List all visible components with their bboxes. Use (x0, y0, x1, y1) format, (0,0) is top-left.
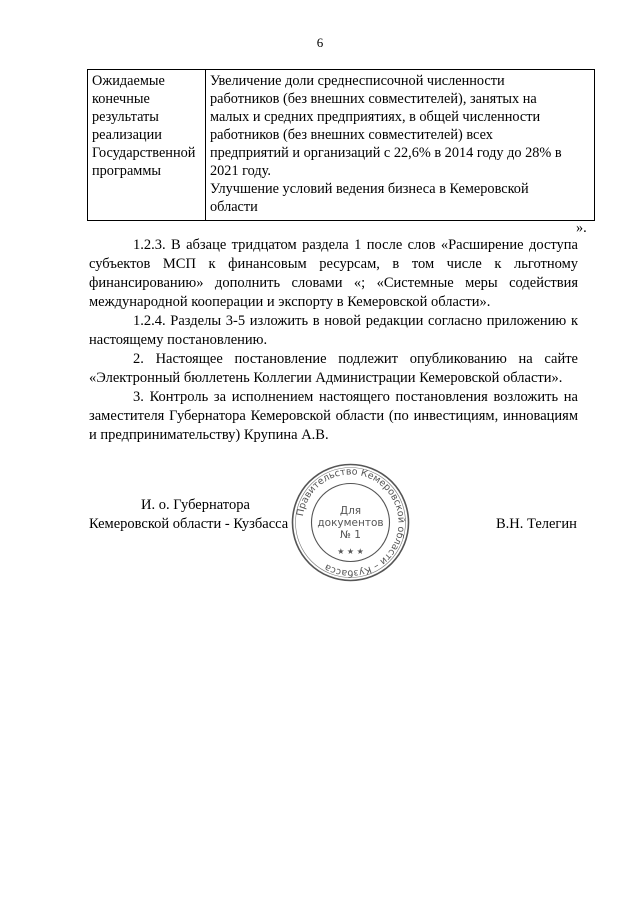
value-line: предприятий и организаций с 22,6% в 2014 году до 28% в (210, 145, 562, 161)
label-line: Государственной (92, 145, 196, 161)
table-row (88, 70, 595, 221)
signer-region: Кемеровской области - Кузбасса (89, 516, 289, 532)
signer-title: И. о. Губернатора (141, 497, 250, 513)
official-seal-icon (290, 462, 411, 583)
label-line: программы (92, 163, 162, 179)
label-line: результаты (92, 109, 159, 125)
table-label-cell (88, 70, 206, 221)
seal-outer-text: Правительство Кемеровской области – Кузбасса (294, 466, 407, 579)
svg-text:документов: документов (317, 517, 384, 529)
signer-name: В.Н. Телегин (496, 516, 577, 532)
expected-results-table (87, 69, 595, 221)
paragraph-3: 3. Контроль за исполнением настоящего постановления возложить на заместителя Губернатора Кемеровской области (по инвестициям, инновациям и предпринимательству) Крупина А.В. (89, 389, 578, 443)
value-line: Улучшение условий ведения бизнеса в Кемеровской (210, 181, 529, 197)
label-line: реализации (92, 127, 162, 143)
value-line: малых и средних предприятиях, в общей численности (210, 109, 541, 125)
table-value-cell (206, 70, 595, 221)
value-line: области (210, 199, 258, 215)
value-line: работников (без внешних совместителей), занятых на (210, 91, 537, 107)
value-line: работников (без внешних совместителей) всех (210, 127, 493, 143)
paragraph-1-2-3: 1.2.3. В абзаце тридцатом раздела 1 после слов «Расширение доступа субъектов МСП к финансовым ресурсам, в том числе к льготному финансированию» дополнить словами «; «Системные меры содействия международной кооперации и экспорту в Кемеровской области». (89, 237, 578, 310)
paragraph-2: 2. Настоящее постановление подлежит опубликованию на сайте «Электронный бюллетень Коллегии Администрации Кемеровской области». (89, 351, 578, 386)
svg-text:Для: Для (339, 505, 362, 517)
paragraph-1-2-4: 1.2.4. Разделы 3-5 изложить в новой редакции согласно приложению к настоящему постановлению. (89, 313, 578, 348)
svg-text:№ 1: № 1 (340, 529, 361, 541)
value-line: Увеличение доли среднесписочной численности (210, 73, 505, 89)
value-line: 2021 году. (210, 163, 271, 179)
page-number: 6 (316, 35, 324, 50)
resolution-body (89, 236, 578, 445)
label-line: Ожидаемые (92, 73, 165, 89)
svg-text:★ ★ ★: ★ ★ ★ (337, 547, 364, 556)
label-line: конечные (92, 91, 150, 107)
closing-quote: ». (576, 220, 587, 236)
